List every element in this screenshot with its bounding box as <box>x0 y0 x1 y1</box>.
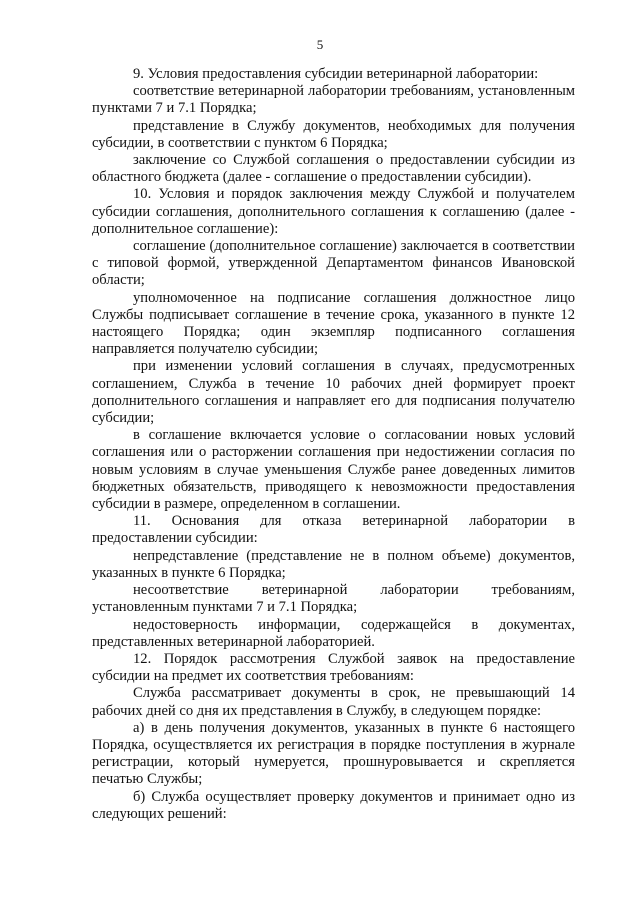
paragraph: заключение со Службой соглашения о предоставлении субсидии из областного бюджета (далее - соглашение о предоставлении субсидии). <box>92 152 575 186</box>
paragraph: представление в Службу документов, необходимых для получения субсидии, в соответствии с пунктом 6 Порядка; <box>92 117 575 151</box>
paragraph: 11. Основания для отказа ветеринарной лаборатории в предоставлении субсидии: <box>92 513 575 547</box>
paragraph: 12. Порядок рассмотрения Службой заявок на предоставление субсидии на предмет их соответствия требованиям: <box>92 650 575 685</box>
paragraph: недостоверность информации, содержащейся в документах, представленных ветеринарной лабораторией. <box>92 616 575 650</box>
paragraph: 9. Условия предоставления субсидии ветеринарной лаборатории: <box>133 66 539 82</box>
document-body <box>92 66 575 823</box>
paragraph: соответствие ветеринарной лаборатории требованиям, установленным пунктами 7 и 7.1 Порядка; <box>92 83 575 117</box>
paragraph: Служба рассматривает документы в срок, не превышающий 14 рабочих дней со дня их представления в Службу, в следующем порядке: <box>92 685 575 719</box>
paragraph: уполномоченное на подписание соглашения должностное лицо Службы подписывает соглашение в течение срока, указанного в пункте 12 настоящего Порядка; один экземпляр подписанного соглашения направляется получателю субсидии; <box>92 289 575 358</box>
page-number: 5 <box>316 37 324 52</box>
paragraph: б) Служба осуществляет проверку документов и принимает одно из следующих решений: <box>92 788 575 822</box>
paragraph: а) в день получения документов, указанных в пункте 6 настоящего Порядка, осуществляется их регистрация в порядке поступления в журнале регистрации, который нумеруется, прошнуровывается и скрепляется печатью Службы; <box>92 719 575 788</box>
paragraph: при изменении условий соглашения в случаях, предусмотренных соглашением, Служба в течение 10 рабочих дней формирует проект дополнительного соглашения и направляет его для подписания получателю субсидии; <box>92 358 575 427</box>
paragraph: соглашение (дополнительное соглашение) заключается в соответствии с типовой формой, утвержденной Департаментом финансов Ивановской области; <box>92 238 575 289</box>
paragraph: 10. Условия и порядок заключения между Службой и получателем субсидии соглашения, дополнительного соглашения к соглашению (далее - дополнительное соглашение): <box>92 186 575 237</box>
paragraph: непредставление (представление не в полном объеме) документов, указанных в пункте 6 Порядка; <box>92 547 575 581</box>
paragraph: несоответствие ветеринарной лаборатории требованиям, установленным пунктами 7 и 7.1 Порядка; <box>92 582 575 616</box>
paragraph: в соглашение включается условие о согласовании новых условий соглашения или о расторжении соглашения при недостижении согласия по новым условиям в случае уменьшения Службе ранее доведенных лимитов бюджетных обязательств, приводящего к невозможности предоставления субсидии в размере, определенном в соглашении. <box>92 427 575 513</box>
